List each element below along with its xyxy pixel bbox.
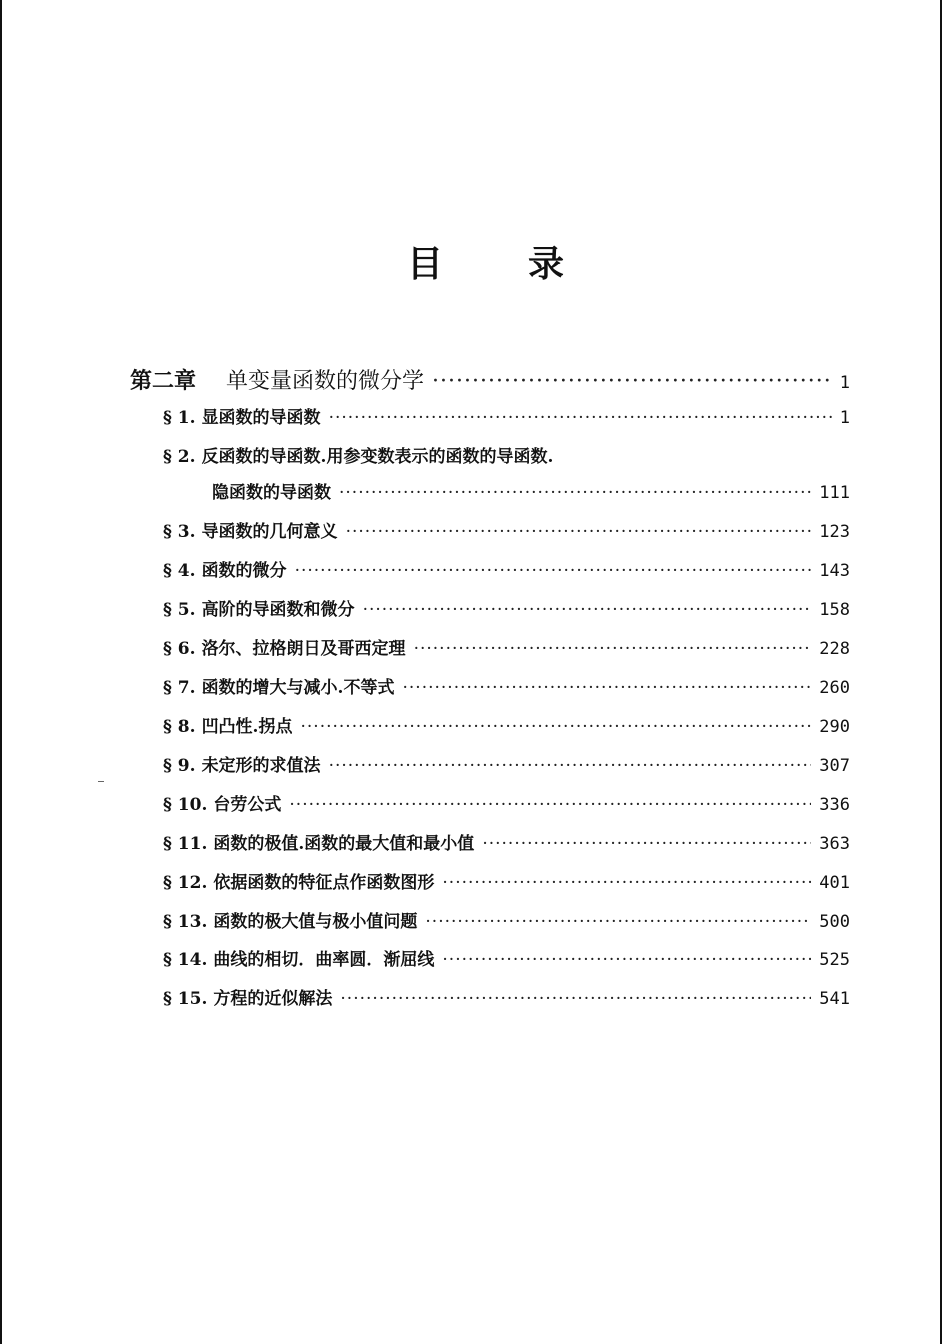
section-title: 洛尔、拉格朗日及哥西定理 (201, 639, 406, 659)
section-title: 凹凸性.拐点 (201, 717, 293, 737)
page-right-edge (940, 0, 942, 1344)
dot-leader (363, 600, 812, 620)
toc-entry (163, 712, 850, 742)
page-left-edge (0, 0, 2, 1344)
section-number: § 4. (163, 561, 196, 581)
section-page: 290 (819, 717, 850, 737)
section-title: 未定形的求值法 (201, 756, 321, 776)
toc-entry (163, 517, 850, 547)
section-page: 525 (819, 950, 850, 970)
title-char-1: 目 (407, 244, 444, 285)
section-number: § 9. (163, 756, 196, 776)
section-number: § 7. (163, 678, 196, 698)
section-page: 228 (819, 639, 850, 659)
section-number: § 5. (163, 600, 196, 620)
section-number: § 8. (163, 717, 196, 737)
toc-entry-continuation (212, 478, 850, 508)
section-title: 函数的极值.函数的最大值和最小值 (213, 834, 475, 854)
dot-leader (340, 989, 811, 1009)
dot-leader (329, 756, 812, 776)
toc-entry (163, 751, 850, 781)
chapter-page: 1 (839, 373, 850, 393)
section-number: § 6. (163, 639, 196, 659)
dot-leader (432, 369, 832, 394)
section-page: 111 (819, 483, 850, 503)
section-number: § 10. (163, 795, 208, 815)
chapter-heading (130, 364, 850, 394)
section-number: § 11. (163, 834, 208, 854)
section-title: 台劳公式 (213, 795, 282, 815)
toc-entry (163, 442, 850, 472)
dot-leader (442, 950, 811, 970)
section-title: 方程的近似解法 (213, 989, 333, 1009)
toc-entry (163, 984, 850, 1014)
section-number: § 3. (163, 522, 196, 542)
dot-leader (346, 522, 812, 542)
section-page: 500 (819, 912, 850, 932)
section-title: 导函数的几何意义 (201, 522, 338, 542)
toc-entry (163, 673, 850, 703)
dot-leader (329, 408, 832, 428)
section-title: 高阶的导函数和微分 (201, 600, 355, 620)
page-title (0, 240, 950, 290)
section-title: 反函数的导函数.用参变数表示的函数的导函数. (201, 447, 554, 467)
section-page: 401 (819, 873, 850, 893)
toc-entry (163, 634, 850, 664)
dot-leader (425, 912, 811, 932)
section-number: § 13. (163, 912, 208, 932)
dot-leader (289, 795, 811, 815)
section-title: 显函数的导函数 (201, 408, 321, 428)
section-number: § 14. (163, 950, 208, 970)
section-page: 143 (819, 561, 850, 581)
section-page: 158 (819, 600, 850, 620)
section-number: § 1. (163, 408, 196, 428)
title-char-2: 录 (528, 244, 565, 285)
section-page: 336 (819, 795, 850, 815)
dot-leader (295, 561, 812, 581)
section-title-continued: 隐函数的导函数 (212, 483, 331, 503)
dot-leader (402, 678, 811, 698)
section-number: § 12. (163, 873, 208, 893)
section-title: 依据函数的特征点作函数图形 (213, 873, 435, 893)
section-title: 函数的增大与减小.不等式 (201, 678, 395, 698)
section-page: 541 (819, 989, 850, 1009)
dot-leader (300, 717, 811, 737)
toc-entry (163, 790, 850, 820)
toc-entry (163, 907, 850, 937)
toc-entry (163, 829, 850, 859)
toc-entry (163, 868, 850, 898)
section-number: § 15. (163, 989, 208, 1009)
section-title: 函数的微分 (201, 561, 287, 581)
scan-mark (98, 781, 104, 782)
section-page: 123 (819, 522, 850, 542)
toc-entry (163, 556, 850, 586)
section-number: § 2. (163, 447, 196, 467)
toc-entry (163, 945, 850, 975)
section-title: 函数的极大值与极小值问题 (213, 912, 418, 932)
section-page: 307 (819, 756, 850, 776)
chapter-number: 第二章 (130, 369, 197, 394)
section-title: 曲线的相切．曲率圆．渐屈线 (213, 950, 435, 970)
section-page: 1 (839, 408, 850, 428)
dot-leader (442, 873, 811, 893)
section-page: 363 (819, 834, 850, 854)
toc-entry (163, 403, 850, 433)
dot-leader (414, 639, 812, 659)
chapter-title: 单变量函数的微分学 (226, 369, 425, 394)
toc-entry (163, 595, 850, 625)
dot-leader (482, 834, 811, 854)
section-page: 260 (819, 678, 850, 698)
dot-leader (339, 483, 811, 503)
